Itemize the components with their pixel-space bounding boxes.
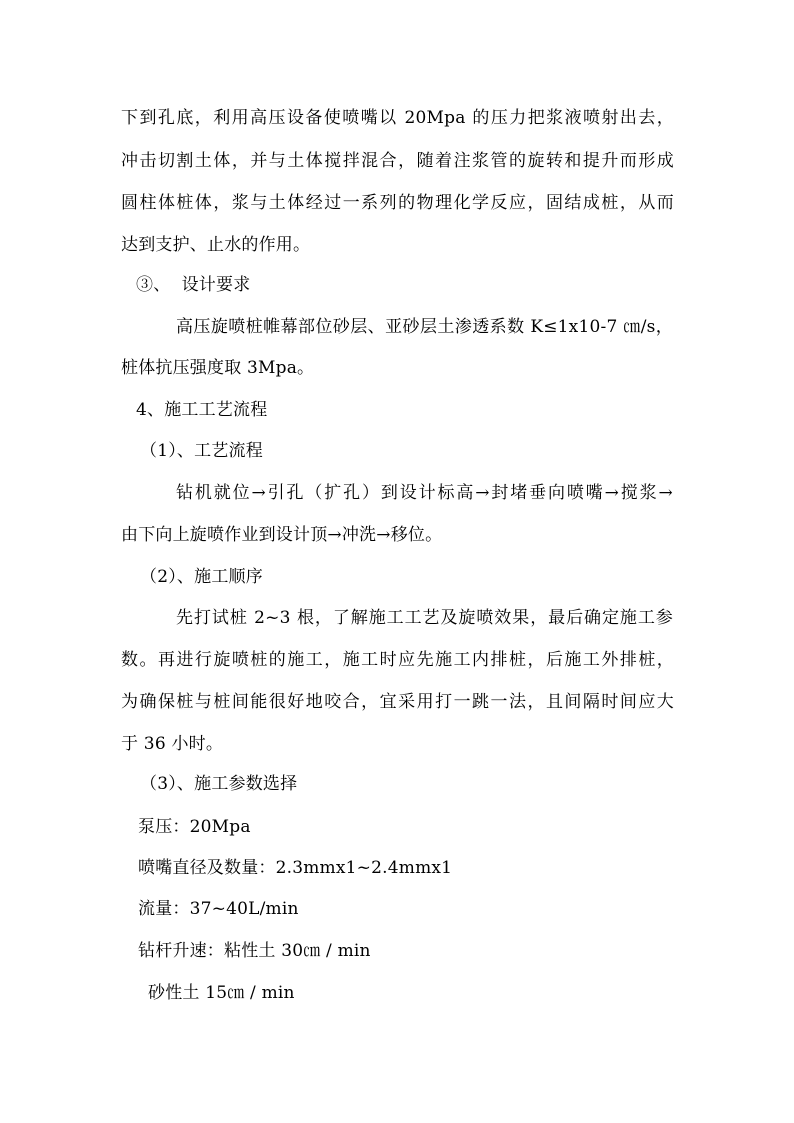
paragraph-line: 桩体抗压强度取 3Mpa。 [121, 358, 315, 378]
paragraph-line: 达到支护、止水的作用。 [121, 235, 311, 255]
sub-heading: （1）、工艺流程 [140, 441, 263, 461]
paragraph-line: 由下向上旋喷作业到设计顶→冲洗→移位。 [121, 525, 443, 545]
paragraph-line: 为确保桩与桩间能很好地咬合，宜采用打一跳一法，且间隔时间应大 [121, 692, 674, 712]
paragraph-line: 数。再进行旋喷桩的施工，施工时应先施工内排桩，后施工外排桩， [121, 650, 674, 670]
sub-heading: （3）、施工参数选择 [140, 774, 298, 794]
paragraph-line: 于 36 小时。 [121, 734, 224, 754]
paragraph-line: 先打试桩 2~3 根，了解施工工艺及旋喷效果，最后确定施工参 [176, 608, 673, 628]
paragraph-line: 圆柱体桩体，浆与土体经过一系列的物理化学反应，固结成桩，从而 [121, 193, 674, 213]
parameter-line: 流量：37~40L/min [138, 899, 299, 919]
paragraph-line: 高压旋喷桩帷幕部位砂层、亚砂层土渗透系数 K≤1x10-7 ㎝/s， [176, 317, 673, 337]
parameter-line: 喷嘴直径及数量：2.3mmx1~2.4mmx1 [138, 858, 453, 878]
paragraph-line: 下到孔底，利用高压设备使喷嘴以 20Mpa 的压力把浆液喷射出去， [121, 108, 674, 128]
parameter-line: 钻杆升速：粘性土 30㎝ / min [138, 941, 371, 961]
parameter-line: 砂性土 15㎝ / min [148, 983, 295, 1003]
section-heading: ③、 设计要求 [136, 275, 251, 295]
parameter-line: 泵压：20Mpa [138, 817, 251, 837]
paragraph-line: 钻机就位→引孔（扩孔）到设计标高→封堵垂向喷嘴→搅浆→ [176, 483, 673, 503]
paragraph-line: 冲击切割土体，并与土体搅拌混合，随着注浆管的旋转和提升而形成 [121, 151, 674, 171]
sub-heading: （2）、施工顺序 [140, 567, 263, 587]
section-heading: 4、施工工艺流程 [136, 400, 268, 420]
